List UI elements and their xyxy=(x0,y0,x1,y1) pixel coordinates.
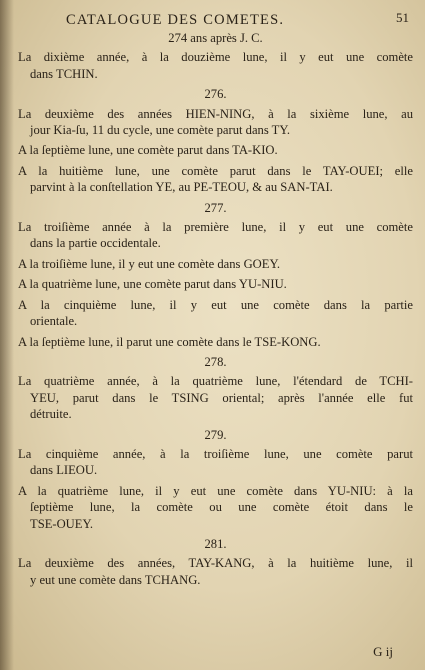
year-heading: 281. xyxy=(204,536,227,551)
entry-line: A la ſeptième lune, une comète parut dans TA-KIO. xyxy=(18,143,278,158)
comet-entry xyxy=(18,276,413,292)
entry-line: A la huitième lune, une comète parut dans le TAY-OUEI; elle xyxy=(18,163,413,178)
entry-line: YEU, parut dans le TSING oriental; après l'année elle fut xyxy=(30,390,413,405)
running-title: CATALOGUE DES COMETES. xyxy=(66,12,285,28)
year-heading: 277. xyxy=(204,200,227,215)
year-heading: 279. xyxy=(204,427,227,442)
comet-entry xyxy=(18,256,413,272)
signature-mark: G ij xyxy=(373,644,393,659)
entry-line: A la quatrième lune, il y eut une comète dans YU-NIU: à la xyxy=(18,483,413,498)
entry-line: A la cinquième lune, il y eut une comète dans la partie xyxy=(18,297,413,312)
page-header xyxy=(18,10,413,32)
entry-line: détruite. xyxy=(30,407,72,422)
entry-line: orientale. xyxy=(30,314,78,329)
page-text xyxy=(18,10,413,592)
entry-line: A la ſeptième lune, il parut une comète dans le TSE-KONG. xyxy=(18,334,321,349)
entry-line: dans la partie occidentale. xyxy=(30,236,161,251)
entry-line: La deuxième des années, TAY-KANG, à la huitième lune, il xyxy=(18,556,413,571)
year-heading: 274 ans après J. C. xyxy=(168,31,263,45)
comet-entry xyxy=(18,142,413,158)
comet-entry xyxy=(18,219,413,252)
comet-entry xyxy=(18,49,413,82)
comet-entry xyxy=(18,483,413,532)
year-heading: 276. xyxy=(204,87,227,102)
entry-line: A la quatrième lune, une comète parut dans YU-NIU. xyxy=(18,277,287,292)
gutter-shadow xyxy=(0,0,14,670)
entry-line: ſeptième lune, la comète ou une comète étoit dans le xyxy=(30,500,413,515)
entry-line: A la troiſième lune, il y eut une comète dans GOEY. xyxy=(18,256,281,271)
year-heading: 278. xyxy=(204,354,227,369)
entry-line: parvint à la conſtellation YE, au PE-TEOU, & au SAN-TAI. xyxy=(30,180,333,195)
entry-line: y eut une comète dans TCHANG. xyxy=(30,572,201,587)
entry-line: TSE-OUEY. xyxy=(30,516,94,531)
comet-entry xyxy=(18,297,413,330)
comet-entry xyxy=(18,106,413,139)
entry-line: La quatrième année, à la quatrième lune, l'étendard de TCHI- xyxy=(18,374,413,389)
page-number: 51 xyxy=(396,10,409,25)
entry-line: dans LIEOU. xyxy=(30,463,98,478)
entry-line: jour Kia-ſu, 11 du cycle, une comète parut dans TY. xyxy=(30,123,290,138)
comet-entry xyxy=(18,555,413,588)
entry-line: La deuxième des années HIEN-NING, à la sixième lune, au xyxy=(18,106,413,121)
comet-entry xyxy=(18,163,413,196)
entry-line: dans TCHIN. xyxy=(30,66,98,81)
entry-line: La troiſième année à la première lune, il y eut une comète xyxy=(18,220,413,235)
entry-line: La cinquième année, à la troiſième lune, une comète parut xyxy=(18,446,413,461)
entry-line: La dixième année, à la douzième lune, il y eut une comète xyxy=(18,50,413,65)
comet-entry xyxy=(18,373,413,422)
comet-entry xyxy=(18,334,413,350)
comet-entry xyxy=(18,446,413,479)
